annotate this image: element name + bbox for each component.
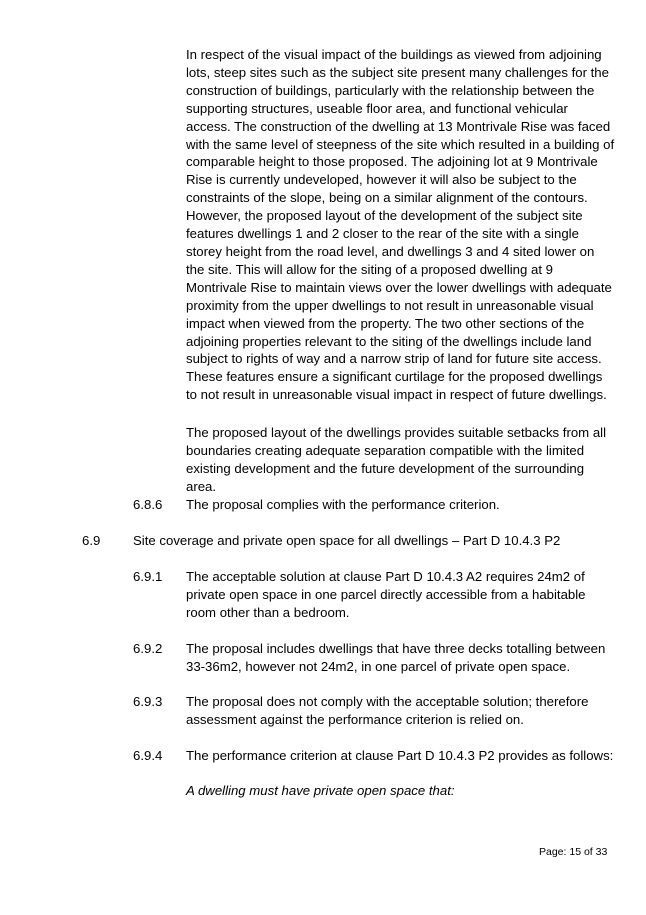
item-text-6-9-2: The proposal includes dwellings that have three decks totalling between 33-36m2, however not 24m2, in one parcel of private open space. xyxy=(186,641,606,674)
item-text-6-8-6: The proposal complies with the performance criterion. xyxy=(186,497,500,512)
item-text-6-9-3: The proposal does not comply with the acceptable solution; therefore assessment against the performance criterion is relied on. xyxy=(186,694,589,727)
quoted-criterion: A dwelling must have private open space that: xyxy=(186,783,455,798)
item-text-6-9-1: The acceptable solution at clause Part D 10.4.3 A2 requires 24m2 of private open space in one parcel directly accessible from a habitable room other than a bedroom. xyxy=(186,569,586,620)
section-number-6-9: 6.9 xyxy=(82,533,101,548)
paragraph-layout-setbacks: The proposed layout of the dwellings provides suitable setbacks from all boundaries creating adequate separation compatible with the limited existing development and the future development of the surrounding area. xyxy=(186,425,607,494)
item-number-6-9-4: 6.9.4 xyxy=(133,748,163,763)
page-number-label: Page: 15 of 33 xyxy=(539,846,608,858)
item-number-6-9-3: 6.9.3 xyxy=(133,694,163,709)
item-text-6-9-4: The performance criterion at clause Part D 10.4.3 P2 provides as follows: xyxy=(186,748,614,763)
item-number-6-8-6: 6.8.6 xyxy=(133,497,163,512)
paragraph-visual-impact: In respect of the visual impact of the buildings as viewed from adjoining lots, steep sites such as the subject site present many challenges for the construction of buildings, particularly with the relationship between the supporting structures, useable floor area, and functional vehicular access. The construction of the dwelling at 13 Montrivale Rise was faced with the same level of steepness of the site which resulted in a building of comparable height to those proposed. The adjoining lot at 9 Montrivale Rise is currently undeveloped, however it will also be subject to the constraints of the slope, being on a similar alignment of the contours. However, the proposed layout of the development of the subject site features dwellings 1 and 2 closer to the rear of the site with a single storey height from the road level, and dwellings 3 and 4 sited lower on the site. This will allow for the siting of a proposed dwelling at 9 Montrivale Rise to maintain views over the lower dwellings with adequate proximity from the upper dwellings to not result in unreasonable visual impact when viewed from the property. The two other sections of the adjoining properties relevant to the siting of the dwellings include land subject to rights of way and a narrow strip of land for future site access. These features ensure a significant curtilage for the proposed dwellings to not result in unreasonable visual impact in respect of future dwellings. xyxy=(186,47,615,403)
item-number-6-9-1: 6.9.1 xyxy=(133,569,163,584)
item-number-6-9-2: 6.9.2 xyxy=(133,641,163,656)
section-heading-6-9: Site coverage and private open space for all dwellings – Part D 10.4.3 P2 xyxy=(133,533,561,548)
